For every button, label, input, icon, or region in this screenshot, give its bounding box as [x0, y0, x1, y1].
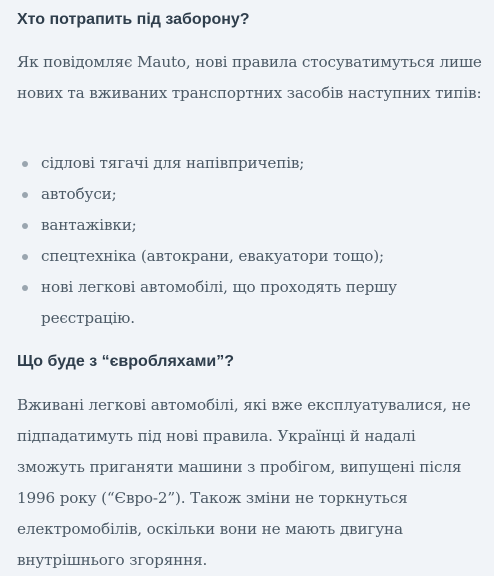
section-heading-who-banned: Хто потрапить під заборону? — [17, 11, 250, 28]
list-item — [17, 179, 487, 210]
list-item-text: автобуси; — [41, 185, 117, 203]
list-item — [17, 241, 487, 272]
list-item — [17, 148, 487, 179]
bullet-icon — [22, 192, 28, 198]
list-item — [17, 210, 487, 241]
list-item-text: сідлові тягачі для напівпричепів; — [41, 154, 305, 172]
list-item-text: спецтехніка (автокрани, евакуатори тощо); — [41, 247, 384, 265]
intro-paragraph: Як повідомляє Mauto, нові правила стосуватимуться лише нових та вживаних транспортних засобів наступних типів: — [17, 53, 482, 102]
vehicle-types-list — [17, 148, 487, 334]
bullet-icon — [22, 254, 28, 260]
list-item — [17, 272, 487, 334]
list-item-text: нові легкові автомобілі, що проходять першу реєстрацію. — [41, 278, 397, 327]
used-cars-paragraph: Вживані легкові автомобілі, які вже експлуатувалися, не підпадатимуть під нові правила. Українці й надалі зможуть приганяти машини з пробігом, випущені після 1996 року (“Євро-2”). Також зміни не торкнуться електромобілів, оскільки вони не мають двигуна внутрішнього згоряння. — [17, 396, 471, 569]
bullet-icon — [22, 223, 28, 229]
bullet-icon — [22, 161, 28, 167]
list-item-text: вантажівки; — [41, 216, 137, 234]
section-heading-eurobliakhy: Що буде з “євробляхами”? — [17, 353, 235, 370]
bullet-icon — [22, 285, 28, 291]
